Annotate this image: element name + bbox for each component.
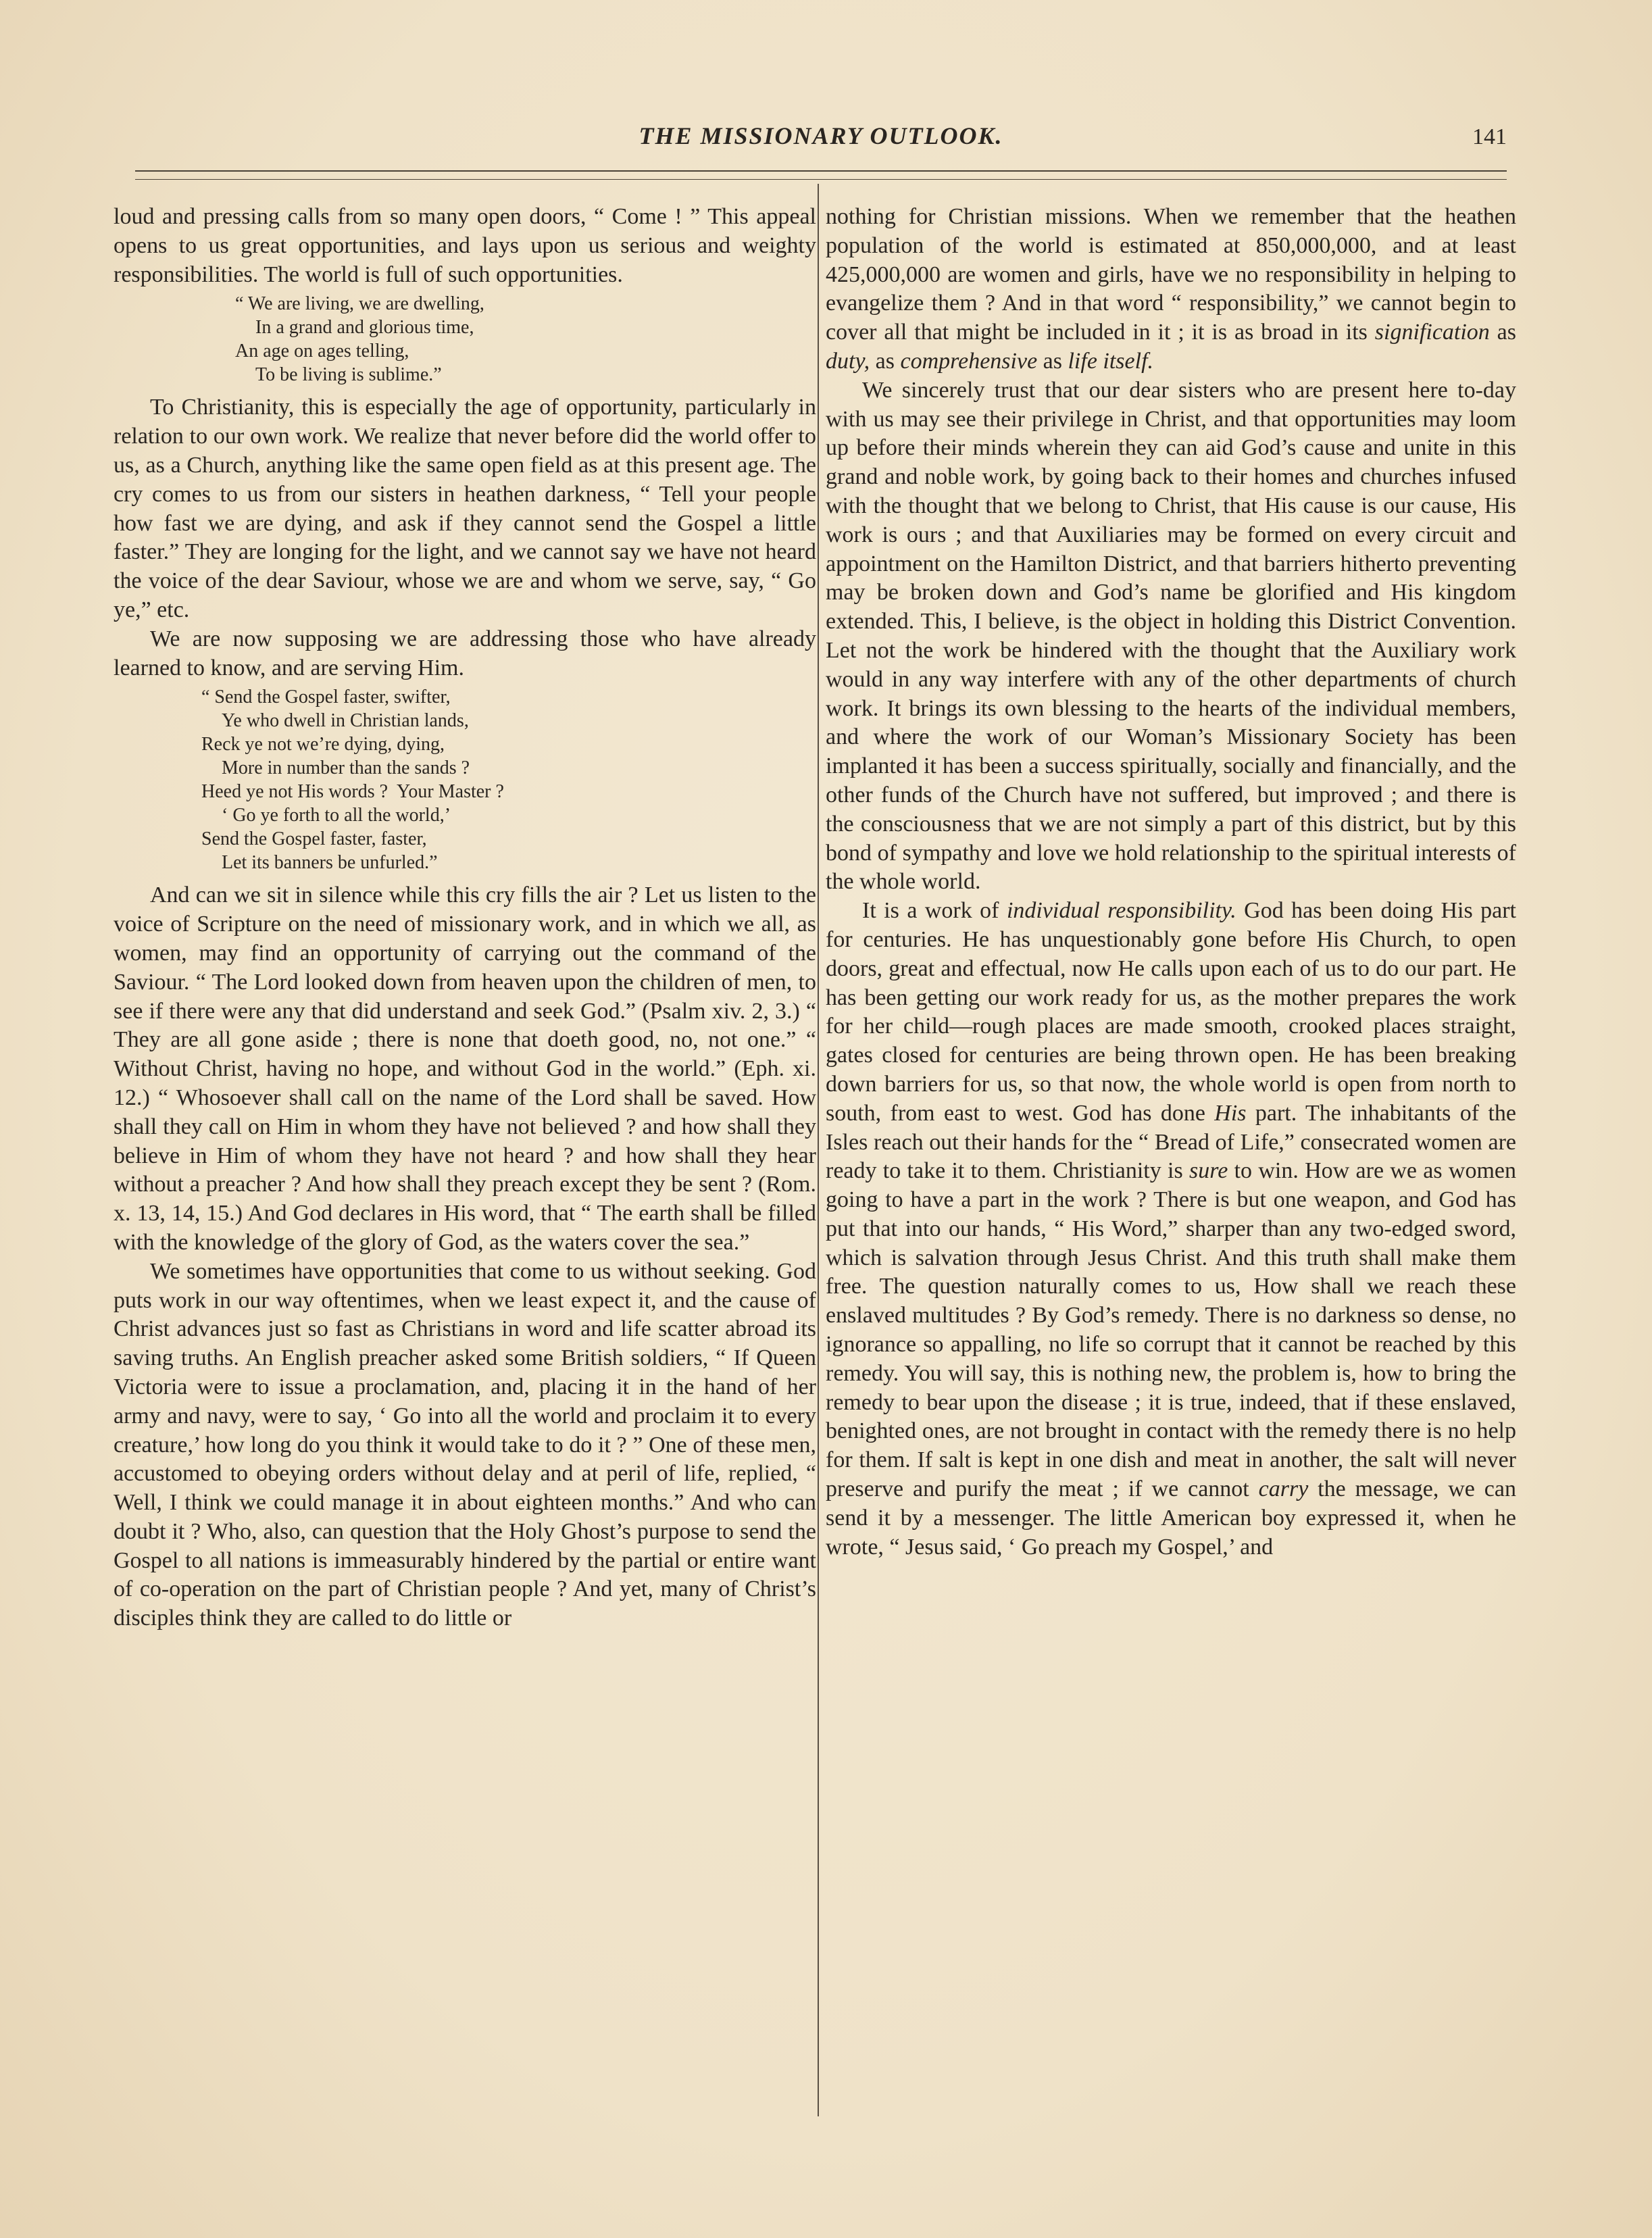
italic-run: duty,	[826, 348, 870, 374]
italic-run: carry	[1258, 1476, 1309, 1502]
header-rule	[135, 170, 1507, 172]
paragraph: To Christianity, this is especially the age of opportunity, particularly in relation to our own work. We realize that never before did the world offer to us, as a Church, anything like the same open field as at this present age. The cry comes to us from our sisters in heathen darkness, “ Tell your people how fast we are dying, and ask if they cannot send the Gospel a little faster.” They are longing for the light, and we cannot say we have not heard the voice of the dear Saviour, whose we are and whom we serve, say, “ Go ye,” etc.	[114, 395, 816, 622]
poem-line: Let its banners be unfurled.”	[222, 852, 438, 874]
paragraph: loud and pressing calls from so many open doors, “ Come ! ” This appeal opens to us great opportunities, and lays upon us serious and weighty responsibilities. The world is full of such opportunities.	[114, 204, 816, 287]
text-run: the message, we can send it by a messenger. The little American boy expressed it, when he wrote, “ Jesus said, ‘ Go preach my Gospel,’ and	[826, 1476, 1516, 1560]
right-column	[826, 203, 1516, 1562]
italic-run: individual responsibility.	[1006, 898, 1236, 924]
italic-run: signification	[1374, 320, 1490, 345]
poem-line: “ Send the Gospel faster, swifter,	[201, 687, 451, 708]
paragraph	[826, 203, 1516, 376]
poem-line: ‘ Go ye forth to all the world,’	[222, 805, 451, 826]
text-run: as	[870, 348, 901, 374]
text-run: It is a work of	[862, 898, 1007, 924]
page-number: 141	[1472, 124, 1507, 149]
column-divider	[818, 184, 819, 2116]
paragraph: We are now supposing we are addressing those who have already learned to know, and are serving Him.	[114, 626, 816, 680]
page-header	[135, 122, 1507, 162]
poem-stanza	[114, 292, 816, 387]
poem-line: Ye who dwell in Christian lands,	[222, 710, 469, 732]
poem-line: To be living is sublime.”	[255, 364, 442, 386]
poem-line: Reck ye not we’re dying, dying,	[201, 734, 445, 755]
poem-line: An age on ages telling,	[235, 341, 409, 362]
poem-line: Heed ye not His words ? Your Master ?	[201, 781, 504, 803]
italic-run: comprehensive	[900, 348, 1038, 374]
paragraph: We sometimes have opportunities that come to us without seeking. God puts work in our way oftentimes, when we least expect it, and the cause of Christ advances just so fast as Christians in word and life scatter abroad its saving truths. An English preacher asked some British soldiers, “ If Queen Victoria were to issue a proclamation, and, placing it in the hand of her army and navy, were to say, ‘ Go into all the world and proclaim it to every creature,’ how long do you think it would take to do it ? ” One of these men, accustomed to obeying orders without delay and at peril of life, replied, “ Well, I think we could manage it in about eighteen months.” And who can doubt it ? Who, also, can question that the Holy Ghost’s purpose to send the Gospel to all nations is immeasurably hindered by the partial or entire want of co-operation on the part of Christian people ? And yet, many of Christ’s disciples think they are called to do little or	[114, 1258, 816, 1631]
text-run: as	[1489, 320, 1516, 345]
poem-line: Send the Gospel faster, faster,	[201, 828, 427, 850]
poem-stanza	[114, 685, 816, 874]
paragraph: And can we sit in silence while this cry fills the air ? Let us listen to the voice of Scripture on the need of missionary work, and in which we all, as women, may find an opportunity of carrying out the command of the Saviour. “ The Lord looked down from heaven upon the children of men, to see if there were any that did understand and seek God.” (Psalm xiv. 2, 3.) “ They are all gone aside ; there is none that doeth good, no, not one.” “ Without Christ, having no hope, and without God in the world.” (Eph. xi. 12.) “ Whosoever shall call on the name of the Lord shall be saved. How shall they call on Him in whom they have not believed ? and how shall they believe in Him of whom they have not heard ? and how shall they hear without a preacher ? And how shall they preach except they be sent ? (Rom. x. 13, 14, 15.) And God declares in His word, that “ The earth shall be filled with the knowledge of the glory of God, as the waters cover the sea.”	[114, 882, 816, 1255]
header-rule-thin	[135, 179, 1507, 180]
paragraph	[826, 897, 1516, 1562]
italic-run: His	[1214, 1100, 1247, 1126]
text-run: nothing for Christian missions. When we remember that the heathen population of the world is estimated at 850,000,000, and at least 425,000,000 are women and girls, have we no responsibility in helping to evangelize them ? And in that word “ responsibility,” we cannot begin to cover all that might be included in it ; it is as broad in its	[826, 204, 1516, 345]
left-column	[114, 203, 816, 1633]
text-run: God has been doing His part for centuries. He has unquestionably gone before His Church, to open doors, great and effectual, now He calls upon each of us to do our part. He has been getting our work ready for us, as the mother prepares the work for her child—rough places are made smooth, crooked places straight, gates closed for centuries are being thrown open. He has been breaking down barriers for us, so that now, the whole world is open from north to south, from east to west. God has done	[826, 898, 1516, 1126]
text-run: to win. How are we as women going to have a part in the work ? There is but one weapon, and God has put that into our hands, “ His Word,” sharper than any two-edged sword, which is salvation through Jesus Christ. And this truth shall make them free. The question naturally comes to us, How shall we reach these enslaved multitudes ? By God’s remedy. There is no darkness so dense, no ignorance so appalling, no life so corrupt that it cannot be reached by this remedy. You will say, this is nothing new, the problem is, how to bring the remedy to bear upon the disease ; it is true, indeed, that if these enslaved, benighted ones, are not brought in contact with the remedy there is no help for them. If salt is kept in one dish and meat in another, the salt will never preserve and purify the meat ; if we cannot	[826, 1158, 1516, 1502]
poem-line: In a grand and glorious time,	[255, 317, 474, 339]
text-run: as	[1037, 348, 1068, 374]
text-run: part. The inhabitants of the Isles reach out their hands for the “ Bread of Life,” consecrated women are ready to take it to them. Christianity is	[826, 1100, 1516, 1184]
running-title: THE MISSIONARY OUTLOOK.	[639, 122, 1003, 149]
paragraph: We sincerely trust that our dear sisters who are present here to-day with us may see their privilege in Christ, and that opportunities may loom up before their minds wherein they can aid God’s cause and unite in this grand and noble work, by going back to their homes and churches infused with the thought that we belong to Christ, that His cause is our cause, His work is ours ; and that Auxiliaries may be formed on every circuit and appointment on the Hamilton District, and that barriers hitherto preventing may be broken down and God’s name be glorified and His kingdom extended. This, I believe, is the object in holding this District Convention. Let not the work be hindered with the thought that the Auxiliary work would in any way interfere with any of the other departments of church work. It brings its own blessing to the hearts of the individual members, and where the work of our Woman’s Missionary Society has been implanted it has been a success spiritually, socially and financially, and the other funds of the Church have not suffered, but improved ; and there is the consciousness that we are not simply a part of this district, but by this bond of sympathy and love we hold relationship to the spiritual interests of the whole world.	[826, 377, 1516, 895]
italic-run: life itself.	[1068, 348, 1154, 374]
poem-line: More in number than the sands ?	[222, 757, 470, 779]
italic-run: sure	[1189, 1158, 1228, 1184]
poem-line: “ We are living, we are dwelling,	[235, 293, 484, 315]
